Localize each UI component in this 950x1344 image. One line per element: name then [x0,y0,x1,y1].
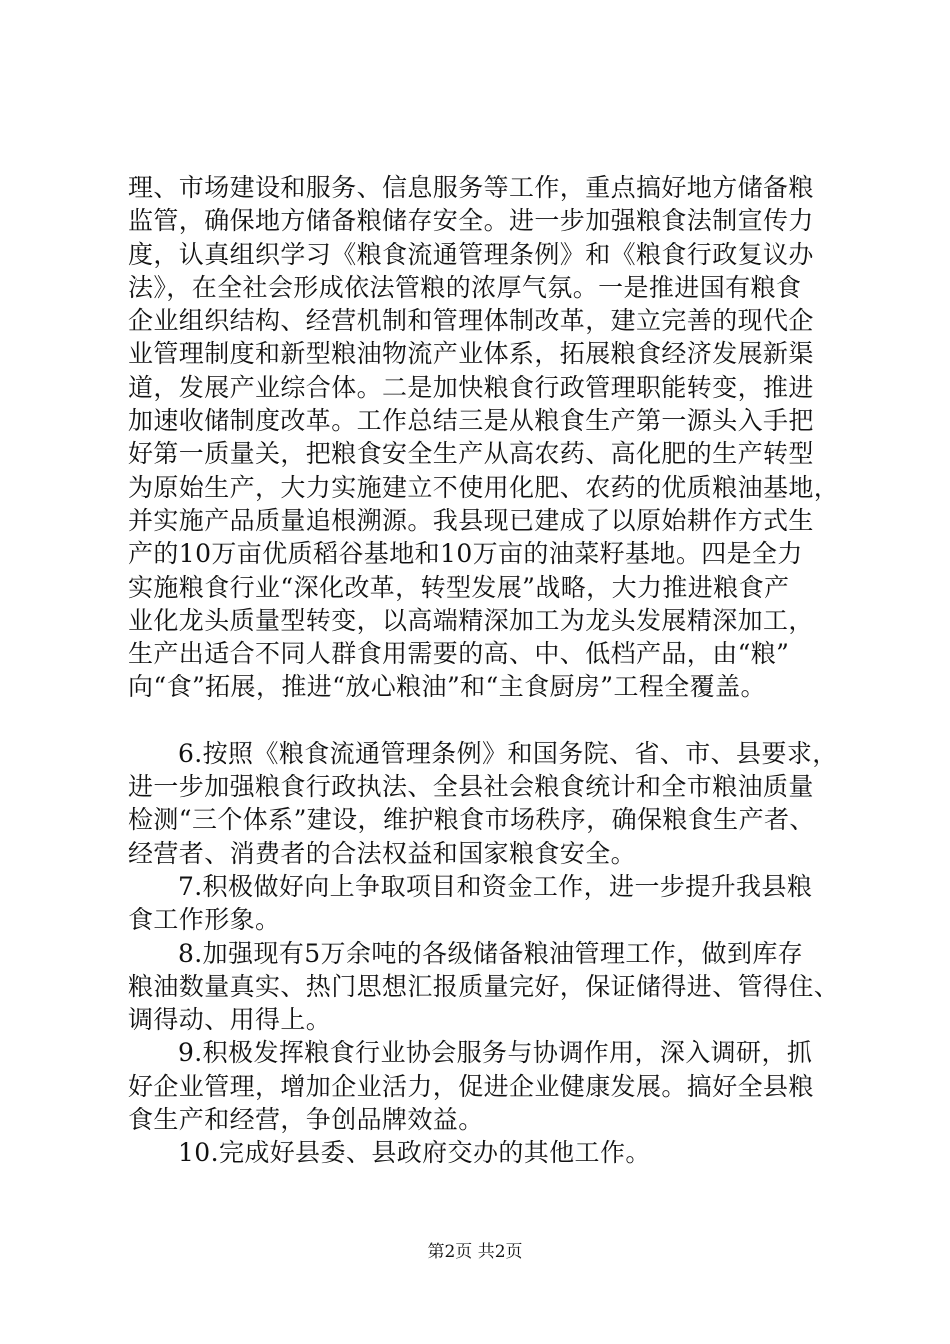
text-line: 检测“三个体系”建设，维护粮食市场秩序，确保粮食生产者、 [128,805,815,835]
text-line: 为原始生产，大力实施建立不使用化肥、农药的优质粮油基地， [128,472,840,502]
text-line: 监管，确保地方储备粮储存安全。进一步加强粮食法制宣传力 [128,206,814,236]
text-line: 生产出适合不同人群食用需要的高、中、低档产品，由“粮” [128,639,790,669]
text-line: 粮油数量真实、热门思想汇报质量完好，保证储得进、管得住、 [128,971,840,1001]
page-number-footer: 第2页 共2页 [427,1242,523,1262]
text-line: 产的10万亩优质稻谷基地和10万亩的油菜籽基地。四是全力 [128,539,803,569]
text-line: 向“食”拓展，推进“放心粮油”和“主食厨房”工程全覆盖。 [128,672,766,702]
paragraph-item-10 [128,1136,848,1169]
text-line: 业化龙头质量型转变，以高端精深加工为龙头发展精深加工， [128,605,814,635]
text-line: 并实施产品质量追根溯源。我县现已建成了以原始耕作方式生 [128,505,814,535]
text-line: 7.积极做好向上争取项目和资金工作，进一步提升我县粮 [178,871,813,901]
paragraph-item-8 [128,937,848,1037]
paragraph-gap [128,704,848,737]
paragraph-continuation [128,171,848,704]
text-line: 食工作形象。 [128,905,281,935]
text-line: 10.完成好县委、县政府交办的其他工作。 [178,1138,651,1168]
text-line: 食生产和经营，争创品牌效益。 [128,1105,484,1135]
text-line: 加速收储制度改革。工作总结三是从粮食生产第一源头入手把 [128,406,814,436]
text-line: 好第一质量关，把粮食安全生产从高农药、高化肥的生产转型 [128,439,814,469]
text-line: 实施粮食行业“深化改革，转型发展”战略，大力推进粮食产 [128,572,790,602]
text-line: 8.加强现有5万余吨的各级储备粮油管理工作，做到库存 [178,938,804,968]
text-line: 经营者、消费者的合法权益和国家粮食安全。 [128,838,637,868]
text-line: 好企业管理，增加企业活力，促进企业健康发展。搞好全县粮 [128,1071,814,1101]
paragraph-item-9 [128,1036,848,1136]
text-line: 度，认真组织学习《粮食流通管理条例》和《粮食行政复议办 [128,239,814,269]
text-line: 6.按照《粮食流通管理条例》和国务院、省、市、县要求， [178,738,838,768]
text-line: 道，发展产业综合体。二是加快粮食行政管理职能转变，推进 [128,372,814,402]
text-line: 企业组织结构、经营机制和管理体制改革，建立完善的现代企 [128,306,814,336]
text-line: 9.积极发挥粮食行业协会服务与协调作用，深入调研，抓 [178,1038,813,1068]
paragraph-item-7 [128,870,848,937]
text-line: 业管理制度和新型粮油物流产业体系，拓展粮食经济发展新渠 [128,339,814,369]
text-line: 调得动、用得上。 [128,1005,332,1035]
document-body [128,171,848,1170]
text-line: 理、市场建设和服务、信息服务等工作，重点搞好地方储备粮 [128,173,814,202]
text-line: 法》，在全社会形成依法管粮的浓厚气氛。一是推进国有粮食 [128,272,802,302]
text-line: 进一步加强粮食行政执法、全县社会粮食统计和全市粮油质量 [128,772,814,802]
paragraph-item-6 [128,737,848,870]
